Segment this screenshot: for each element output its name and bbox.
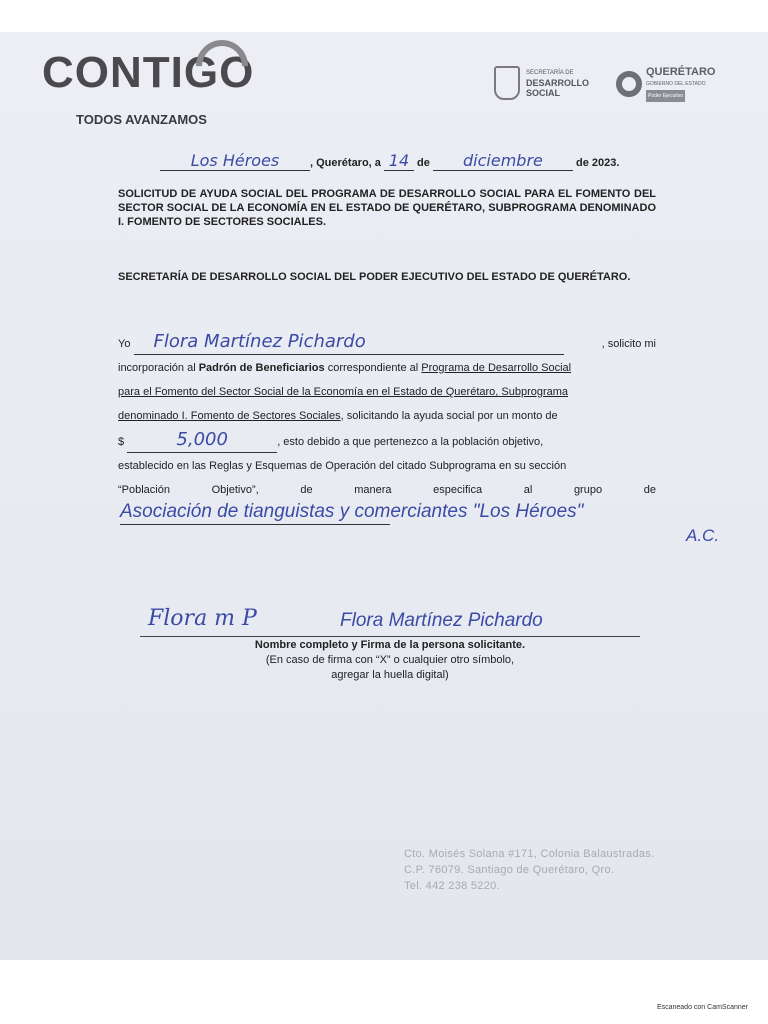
body-line-1: Yo Flora Martínez Pichardo , solicito mi [118, 330, 656, 356]
signer-name-handwritten: Flora Martínez Pichardo [340, 610, 543, 631]
body-line-4: denominado I. Fomento de Sectores Sociales, solicitando la ayuda social por un monto de [118, 410, 558, 422]
sedesoq-logo: SECRETARÍA DE DESARROLLO SOCIAL [494, 66, 589, 100]
scanner-footer: Escaneado con CamScanner [656, 1004, 748, 1011]
group-underline [120, 524, 390, 525]
signature-scribble: Flora m P [148, 606, 257, 631]
day-field: 14 [384, 151, 414, 171]
group-ac-handwritten: A.C. [686, 526, 720, 545]
signature-area [140, 604, 640, 638]
body-line-5: $ 5,000 , esto debido a que pertenezco a la población objetivo, [118, 428, 656, 454]
queretaro-q-icon [616, 71, 642, 97]
group-name-handwritten: Asociación de tianguistas y comerciantes "Los Héroes" [120, 501, 584, 522]
applicant-name-field: Flora Martínez Pichardo [134, 330, 564, 355]
contigo-tagline: TODOS AVANZAMOS [76, 112, 207, 127]
signature-caption: Nombre completo y Firma de la persona solicitante. (En caso de firma con “X” o cualquier otro símbolo, agregar la huella digital) [254, 639, 526, 681]
document-title: SOLICITUD DE AYUDA SOCIAL DEL PROGRAMA DE DESARROLLO SOCIAL PARA EL FOMENTO DEL SECTOR SOCIAL DE LA ECONOMÍA EN EL ESTADO DE QUERÉTARO, SUBPROGRAMA DENOMINADO I. FOMENTO DE SECTORES SOCIALES. [118, 188, 656, 228]
queretaro-logo: QUERÉTARO GOBIERNO DEL ESTADO Poder Ejecutivo [616, 66, 715, 102]
addressee: SECRETARÍA DE DESARROLLO SOCIAL DEL PODER EJECUTIVO DEL ESTADO DE QUERÉTARO. [118, 271, 631, 283]
amount-field: 5,000 [127, 428, 277, 453]
contigo-logo: CONTIGO [42, 48, 255, 97]
body-line-7: “Población Objetivo”, de manera especifica al grupo de [118, 484, 656, 496]
request-body [118, 330, 656, 502]
state-shield-icon [494, 66, 520, 100]
date-line: Los Héroes , Querétaro, a 14 de diciembre de 2023. [160, 151, 660, 171]
place-field: Los Héroes [160, 151, 310, 171]
body-line-3: para el Fomento del Sector Social de la Economía en el Estado de Querétaro, Subprograma [118, 386, 569, 398]
body-line-6: establecido en las Reglas y Esquemas de Operación del citado Subprograma en su sección [118, 460, 567, 472]
body-line-2: incorporación al Padrón de Beneficiarios correspondiente al Programa de Desarrollo Social [118, 362, 572, 374]
office-address: Cto. Moisés Solana #171, Colonia Balaustradas. C.P. 76079. Santiago de Querétaro, Qro. Tel. 442 238 5220. [404, 848, 655, 892]
month-field: diciembre [433, 151, 573, 171]
signature-line [140, 636, 640, 637]
